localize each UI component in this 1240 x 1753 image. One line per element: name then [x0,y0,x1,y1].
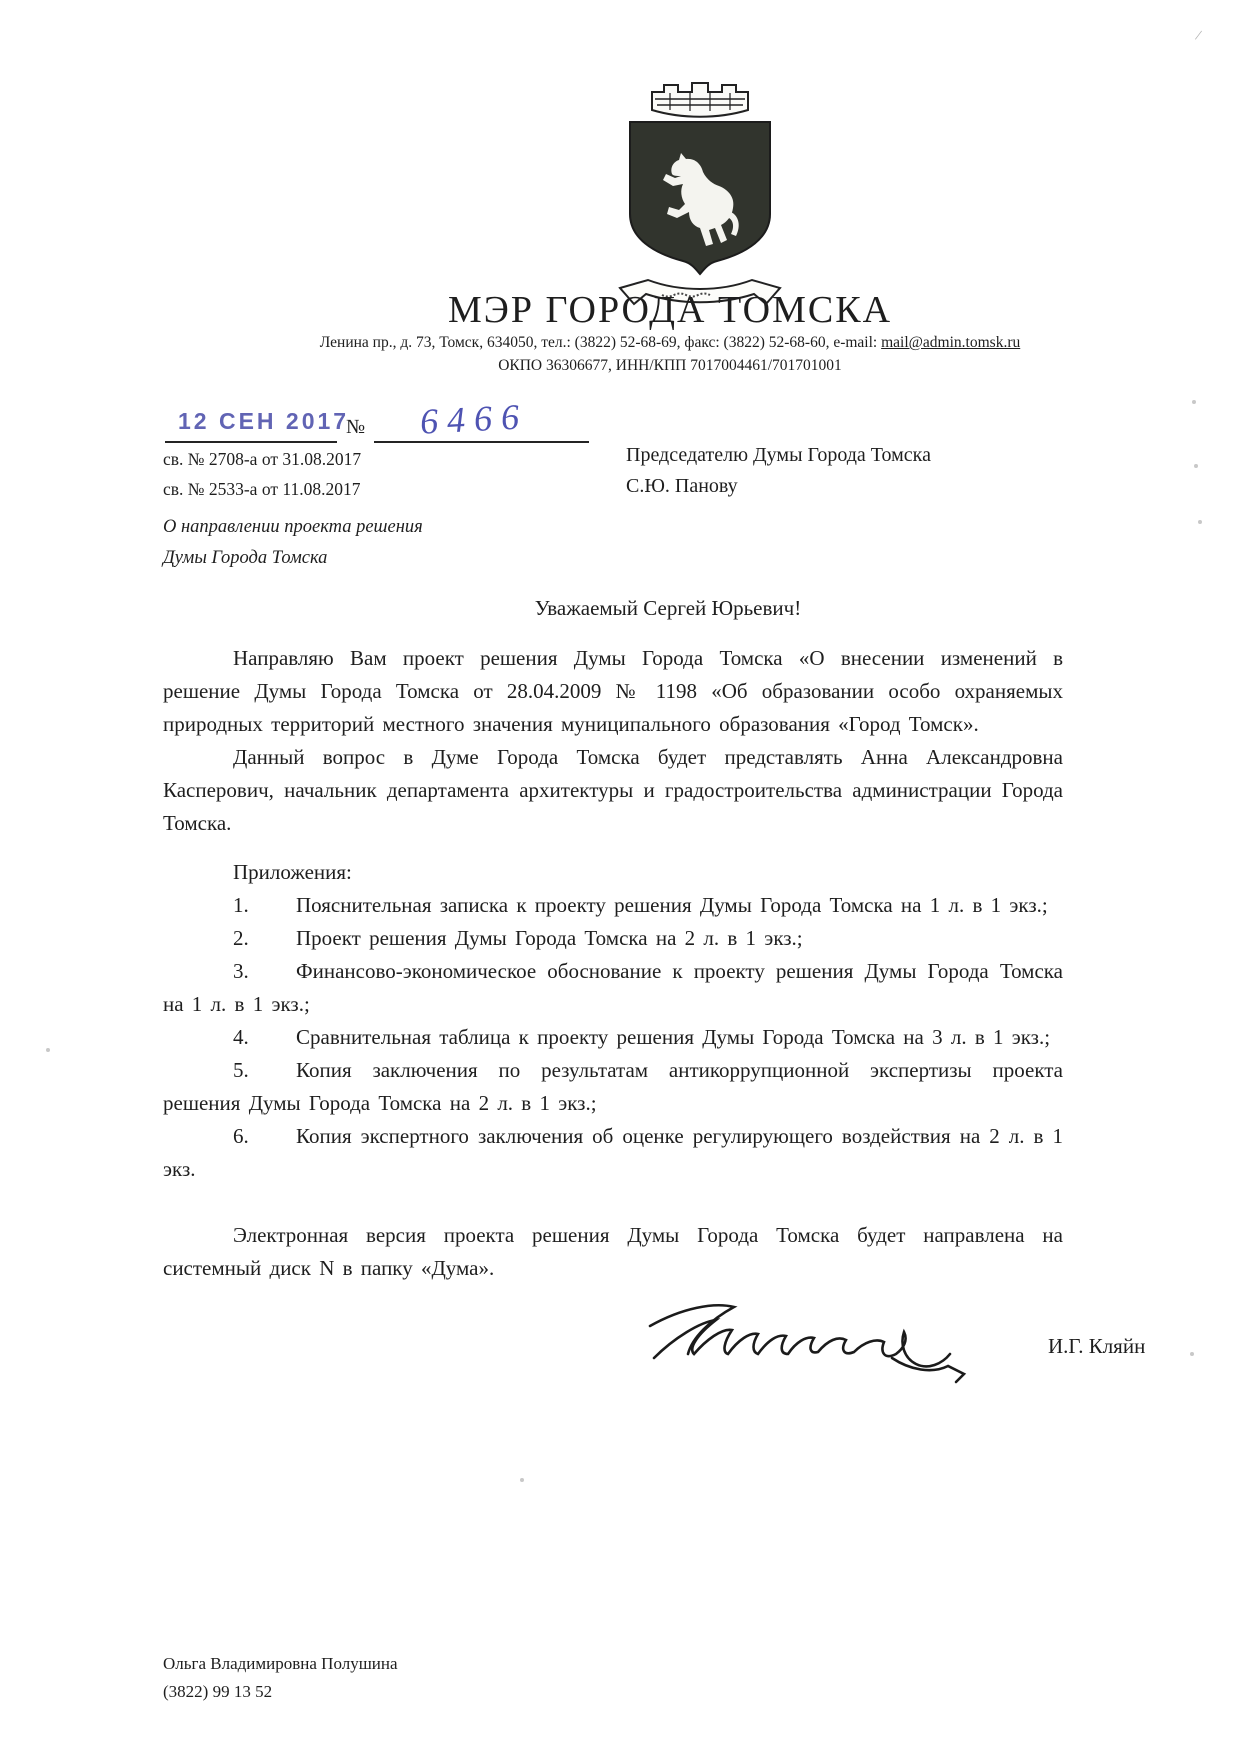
attachment-number: 4. [233,1025,249,1049]
attachment-text: Проект решения Думы Города Томска на 2 л. в 1 экз.; [296,926,803,950]
reference-line: св. № 2533-а от 11.08.2017 [163,479,361,499]
body-paragraph: Данный вопрос в Думе Города Томска будет представлять Анна Александровна Касперович, начальник департамента архитектуры и градостроительства администрации Города Томска. [163,745,1063,835]
scan-artifact [46,1048,50,1052]
signer-name: И.Г. Кляйн [1048,1334,1146,1358]
mural-crown-icon [652,83,748,117]
attachment-text: Финансово-экономическое обоснование к проекту решения Думы Города Томска на 1 л. в 1 экз.; [163,959,1063,1016]
attachment-item [163,1021,1063,1054]
attachment-item [163,955,1063,1021]
scan-artifact [520,1478,524,1482]
executor-name: Ольга Владимировна Полушина [163,1654,398,1673]
scan-artifact [1190,1352,1194,1356]
date-underline [165,441,337,443]
attachment-number: 6. [233,1124,249,1148]
attachment-text: Сравнительная таблица к проекту решения Думы Города Томска на 3 л. в 1 экз.; [296,1025,1051,1049]
body-paragraph: Направляю Вам проект решения Думы Города Томска «О внесении изменений в решение Думы Города Томска от 28.04.2009 № 1198 «Об образовании особо охраняемых природных территорий местного значения муниципального образования «Город Томск». [163,646,1063,736]
shield-with-horse-icon [630,122,770,274]
attachment-text: Пояснительная записка к проекту решения Думы Города Томска на 1 л. в 1 экз.; [296,893,1048,917]
org-title: МЭР ГОРОДА ТОМСКА [447,289,893,331]
tomsk-coat-of-arms-icon [600,80,800,315]
attachment-number: 5. [233,1058,249,1082]
attachment-text: Копия заключения по результатам антикоррупционной экспертизы проекта решения Думы Города Томска на 2 л. в 1 экз.; [163,1058,1063,1115]
executor-footer [163,1650,398,1706]
attachment-number: 1. [233,893,249,917]
recipient-title: Председателю Думы Города Томска [626,444,931,466]
attachment-item [163,889,1063,922]
attachment-number: 2. [233,926,249,950]
address-text: Ленина пр., д. 73, Томск, 634050, тел.: (3822) 52-68-69, факс: (3822) 52-68-60, e-mail: [319,334,882,351]
attachments-heading: Приложения: [233,860,352,884]
email-link[interactable]: mail@admin.tomsk.ru [881,334,1021,351]
handwritten-registration-number: 6466 [419,396,529,442]
attachment-item [163,922,1063,955]
attachment-number: 3. [233,959,249,983]
subject-line: О направлении проекта решения [163,517,423,537]
scan-artifact [1194,464,1198,468]
number-underline [374,441,589,443]
subject-block [163,512,423,574]
number-sign: № [346,416,366,438]
attachment-text: Копия экспертного заключения об оценке регулирующего воздействия на 2 л. в 1 экз. [163,1124,1063,1181]
scan-artifact [1192,400,1196,404]
recipient-block [626,440,931,502]
handwritten-signature-icon [638,1292,986,1390]
attachment-item [163,1054,1063,1120]
org-address-line [100,334,1240,352]
recipient-name: С.Ю. Панову [626,475,738,497]
reference-numbers [163,444,361,504]
reference-line: св. № 2708-а от 31.08.2017 [163,449,362,469]
subject-line: Думы Города Томска [163,548,328,568]
executor-phone: (3822) 99 13 52 [163,1682,273,1701]
date-stamp: 12 СЕН 2017 [178,408,350,434]
scan-artifact [1198,520,1202,524]
closing-paragraph: Электронная версия проекта решения Думы Города Томска будет направлена на системный диск N в папку «Дума». [163,1223,1063,1280]
okpo-inn-line: ОКПО 36306677, ИНН/КПП 7017004461/701701001 [498,357,842,374]
letter-body [163,642,1063,1285]
salutation: Уважаемый Сергей Юрьевич! [534,596,802,620]
attachment-item [163,1120,1063,1186]
scan-artifact: / [1193,27,1203,45]
